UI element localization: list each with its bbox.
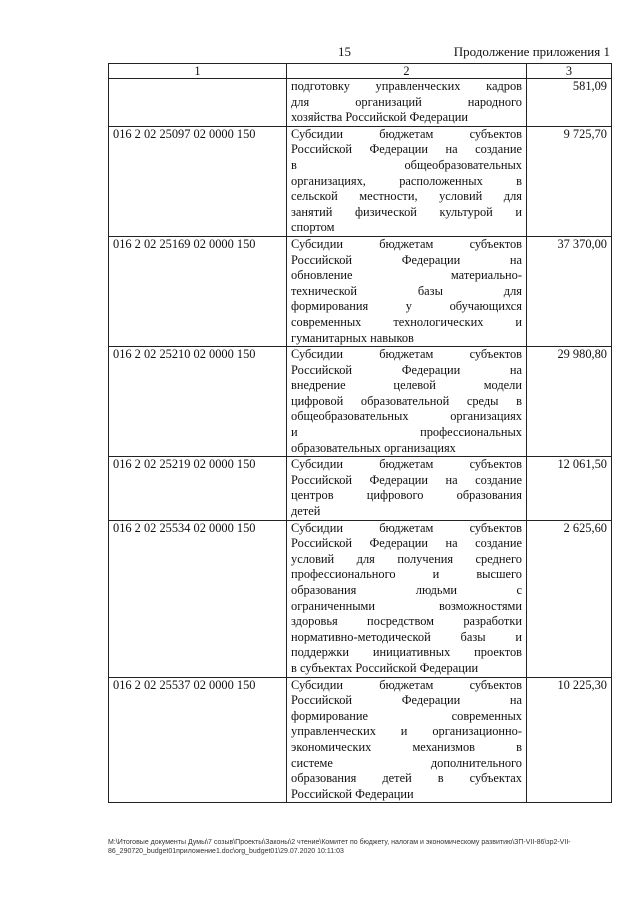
description-line: хозяйства Российской Федерации — [291, 110, 469, 125]
description-line: для организаций народного — [291, 94, 522, 109]
description-line: занятий физической культурой и — [291, 204, 522, 219]
budget-code: 016 2 02 25537 02 0000 150 — [109, 677, 287, 803]
description — [287, 236, 527, 346]
description-line: Российской Федерации — [291, 786, 414, 801]
footer-line: 86_290720_budget01приложение1.doc\org_budget01\29.07.2020 10:11:03 — [108, 848, 344, 855]
description-line: Российской Федерации на создание — [291, 536, 522, 551]
description-line: поддержки инициативных проектов — [291, 645, 522, 660]
description-line: цифровой образовательной среды в — [291, 393, 522, 408]
footer-line: M:\Итоговые документы Думы\7 созыв\Проекты\Законы\2 чтение\Комитет по бюджету, налогам и экономическому развитию\ЗП-VII-86\зр2-VII- — [108, 839, 571, 846]
description-line: Субсидии бюджетам субъектов — [291, 520, 522, 535]
description-line: ограниченными возможностями — [291, 598, 522, 613]
column-header: 1 — [109, 64, 287, 79]
description-line: обновление материально- — [291, 268, 522, 283]
amount: 9 725,70 — [527, 126, 612, 236]
description-line: управленческих и организационно- — [291, 724, 522, 739]
description-line: образования людьми с — [291, 583, 522, 597]
description — [287, 126, 527, 236]
description-line: технической базы для — [291, 283, 522, 298]
amount: 2 625,60 — [527, 520, 612, 677]
description-line: Субсидии бюджетам субъектов — [291, 677, 522, 692]
amount: 37 370,00 — [527, 236, 612, 346]
description-line: Субсидии бюджетам субъектов — [291, 126, 522, 141]
description-line: общеобразовательных организациях — [291, 409, 522, 424]
amount: 12 061,50 — [527, 457, 612, 520]
description-line: гуманитарных навыков — [291, 330, 414, 345]
description-line: Российской Федерации на — [291, 252, 522, 267]
table-row — [109, 677, 612, 803]
description-line: Российской Федерации на — [291, 693, 522, 708]
description — [287, 520, 527, 677]
file-path-footer — [108, 838, 623, 856]
continuation-label: Продолжение приложения 1 — [453, 44, 610, 59]
description-line: в субъектах Российской Федерации — [291, 660, 479, 675]
description-line: Российской Федерации на создание — [291, 472, 522, 487]
budget-table — [108, 63, 612, 803]
table-header-row — [109, 64, 612, 79]
description — [287, 677, 527, 803]
table-row — [109, 126, 612, 236]
description-line: спортом — [291, 220, 335, 235]
description-line: Российской Федерации на создание — [291, 142, 522, 157]
description-line: условий для получения среднего — [291, 551, 522, 566]
page-number: 15 — [338, 44, 351, 59]
description-line: нормативно-методической базы и — [291, 629, 522, 644]
description-line: организациях, расположенных в — [291, 173, 522, 188]
description-line: профессионального и высшего — [291, 567, 522, 582]
description-line: образовательных организациях — [291, 440, 456, 455]
budget-code: 016 2 02 25534 02 0000 150 — [109, 520, 287, 677]
budget-code — [109, 79, 287, 127]
description-line: и профессиональных — [291, 425, 522, 440]
budget-code: 016 2 02 25169 02 0000 150 — [109, 236, 287, 346]
description-line: Субсидии бюджетам субъектов — [291, 347, 522, 362]
amount: 10 225,30 — [527, 677, 612, 803]
description — [287, 457, 527, 520]
budget-code: 016 2 02 25097 02 0000 150 — [109, 126, 287, 236]
column-header: 3 — [527, 64, 612, 79]
table-row — [109, 457, 612, 520]
description — [287, 347, 527, 457]
table-row — [109, 236, 612, 346]
column-header: 2 — [287, 64, 527, 79]
description-line: Российской Федерации на — [291, 362, 522, 377]
amount: 581,09 — [527, 79, 612, 127]
description-line: экономических механизмов в — [291, 739, 522, 754]
description-line: формирования у обучающихся — [291, 299, 522, 314]
description-line: формирование современных — [291, 708, 522, 723]
description-line: системе дополнительного — [291, 755, 522, 770]
table-row — [109, 79, 612, 127]
description-line: сельской местности, условий для — [291, 189, 522, 204]
budget-code: 016 2 02 25219 02 0000 150 — [109, 457, 287, 520]
description-line: Субсидии бюджетам субъектов — [291, 236, 522, 251]
description-line: Субсидии бюджетам субъектов — [291, 457, 522, 472]
description-line: в общеобразовательных — [291, 157, 522, 172]
table-row — [109, 347, 612, 457]
description-line: современных технологических и — [291, 314, 522, 329]
table-row — [109, 520, 612, 677]
description-line: внедрение целевой модели — [291, 378, 522, 393]
description-line: здоровья посредством разработки — [291, 614, 522, 629]
amount: 29 980,80 — [527, 347, 612, 457]
table-body — [109, 79, 612, 803]
description — [287, 79, 527, 127]
budget-code: 016 2 02 25210 02 0000 150 — [109, 347, 287, 457]
description-line: детей — [291, 504, 321, 519]
description-line: подготовку управленческих кадров — [291, 79, 522, 93]
description-line: образования детей в субъектах — [291, 771, 522, 786]
description-line: центров цифрового образования — [291, 488, 522, 503]
